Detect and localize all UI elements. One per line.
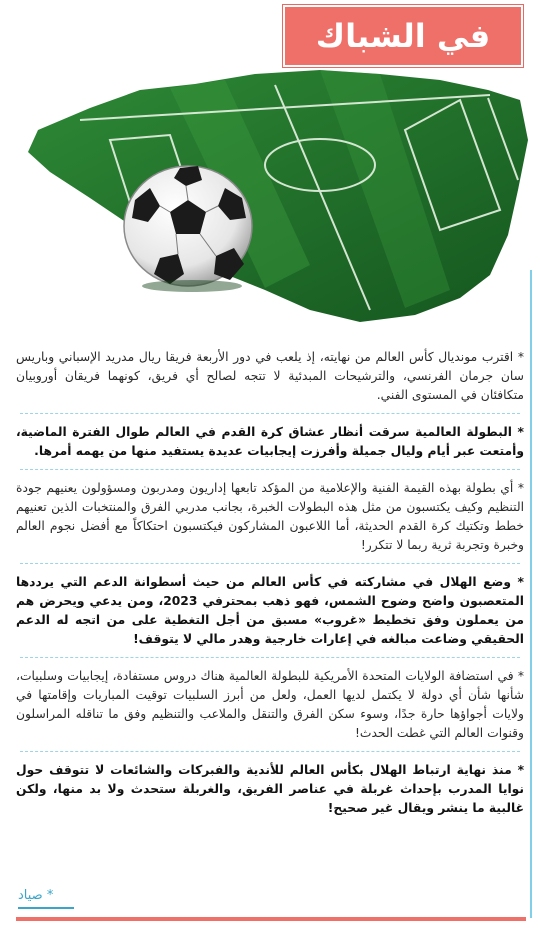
- column-title: في الشباك: [315, 17, 491, 55]
- author-underline: [18, 907, 74, 909]
- dashed-separator: [20, 413, 520, 414]
- bottom-accent-bar: [16, 917, 526, 921]
- dashed-separator: [20, 469, 520, 470]
- article-paragraph: * اقترب مونديال كأس العالم من نهايته، إذ يلعب في دور الأربعة فريقا ريال مدريد الإسباني وباريس سان جرمان الفرنسي، والترشيحات المبدئية لا تتجه لصالح أي فريق، كونهما فريقان أوروبيان متكافئان في المستوى الفني.: [16, 350, 524, 402]
- accent-line: [530, 270, 532, 918]
- ball-shadow: [142, 280, 242, 292]
- football-field-illustration: [20, 60, 535, 335]
- article-body: [16, 340, 524, 818]
- article-paragraph: * أي بطولة بهذه القيمة الفنية والإعلامية من المؤكد تابعها إداريون ومدربون ومسؤولون يعنيهم جودة التنظيم وكيف يكتسبون من مثل هذه البطولات الخبرة، بجانب مدربي الفرق والمنتخبات الذين تعنيهم خطط وتكتيك كرة القدم الحديثة، أما اللاعبون المشاركون فيكتسبون احتكاكاً مع أفضل نجوم العالم وخبرة وتجربة ثرية ربما لا تتكرر!: [16, 481, 524, 552]
- dashed-separator: [20, 657, 520, 658]
- dashed-separator: [20, 563, 520, 564]
- article-paragraph: * البطولة العالمية سرقت أنظار عشاق كرة القدم في العالم طوال الفترة الماضية، وأمتعت عبر أيام وليال جميلة وأفرزت إيجابيات عديدة يستفيد منها من يهمه أمرها.: [16, 425, 524, 458]
- column-title-box: [283, 5, 523, 67]
- author-signature: * صياد: [18, 888, 54, 903]
- soccer-ball-icon: [124, 166, 252, 286]
- article-paragraph: * منذ نهاية ارتباط الهلال بكأس العالم للأندية والفبركات والشائعات لا تتوقف حول نوايا المدرب بإحداث غربلة في عناصر الفريق، والغربلة ستحدث ولا بد منها، ولكن غالبية ما ينشر ويقال غير صحيح!: [16, 763, 524, 815]
- dashed-separator: [20, 751, 520, 752]
- article-paragraph: * في استضافة الولايات المتحدة الأمريكية للبطولة العالمية هناك دروس مستفادة، إيجابيات وسلبيات، شأنها شأن أي دولة لا يكتمل لديها العمل، ولعل من أبرز السلبيات توقيت المباريات وإقامتها في ولايات أجواؤها حارة جدًا، وسوء سكن الفرق والتنقل والملاعب والتنظيم وفق ما تناقله المراسلون وقنوات العالم التي غطت الحدث!: [16, 669, 524, 740]
- article-paragraph: * وضع الهلال في مشاركته في كأس العالم من حيث أسطوانة الدعم التي يرددها المتعصبون واضح وضوح الشمس، فهو ذهب بمحترفي 2023، ومن يدعي ويحرض هم من يعملون وفق تخطيط «غروب» مسبق من أجل التغطية على من اتجه له الدعم الحقيقي وضاعت مبالغه في إعارات خارجية وهدر مالي لا يتوقف!: [16, 575, 525, 646]
